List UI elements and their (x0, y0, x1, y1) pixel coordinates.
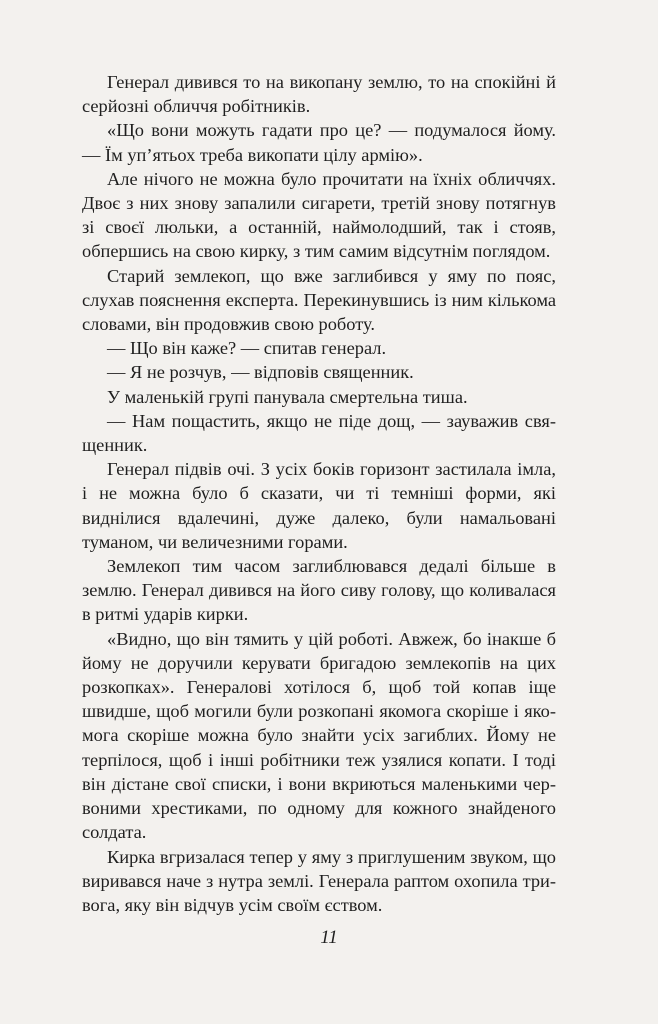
page-body (82, 70, 556, 917)
paragraph: Але нічого не можна було прочитати на їхніх обличчях. Двоє з них знову запалили сигарети, третій знову потягнув зі своєї люльки, а останній, наймолодший, так і стояв, обпершись на свою кирку, з тим самим відсутнім поглядом. (82, 168, 556, 262)
paragraph: Генерал дивився то на викопану землю, то на спокійні й серйозні обличчя робітників. (82, 72, 556, 117)
paragraph: Старий землекоп, що вже заглибився у яму по пояс, слухав пояснення експерта. Перекинувшись із ним кількома словами, він продовжив свою роботу. (82, 265, 556, 335)
paragraph: «Що вони можуть гадати про це? — подумалося йому. — Їм уп’ятьох треба викопати цілу армію». (82, 120, 556, 165)
page-number: 11 (320, 927, 338, 948)
paragraph: — Я не розчув, — відповів священник. (107, 362, 414, 383)
paragraph: Кирка вгризалася тепер у яму з приглушеним звуком, що виривався наче з нутра землі. Генерала раптом охопила тривога, яку він відчув усім своїм єством. (82, 846, 556, 915)
paragraph: — Що він каже? — спитав генерал. (107, 338, 387, 359)
paragraph: «Видно, що він тямить у цій роботі. Авжеж, бо інакше б йому не доручили керувати бригадою землекопів на цих розкопках». Генералові хотілося б, щоб той копав іще швидше, щоб могили були розкопані якомога скоріше і якомога скоріше можна було знайти усіх загиблих. Йому не терпілося, щоб і інші робітники теж узялися копати. І тоді він дістане свої списки, і вони вкриються маленькими червоними хрестиками, по одному для кожного знайденого солдата. (82, 628, 556, 843)
paragraph: Генерал підвів очі. З усіх боків горизонт застилала імла, і не можна було б сказати, чи ті темніші форми, які виднілися вдалечині, дуже далеко, були намальовані туманом, чи величезними горами. (82, 459, 556, 552)
paragraph: Землекоп тим часом заглиблювався дедалі більше в землю. Генерал дивився на його сиву голову, що коливалася в ритмі ударів кирки. (82, 556, 556, 625)
paragraph: — Нам пощастить, якщо не піде дощ, — зауважив священник. (82, 410, 556, 456)
paragraph: У маленькій групі панувала смертельна тиша. (107, 386, 468, 407)
